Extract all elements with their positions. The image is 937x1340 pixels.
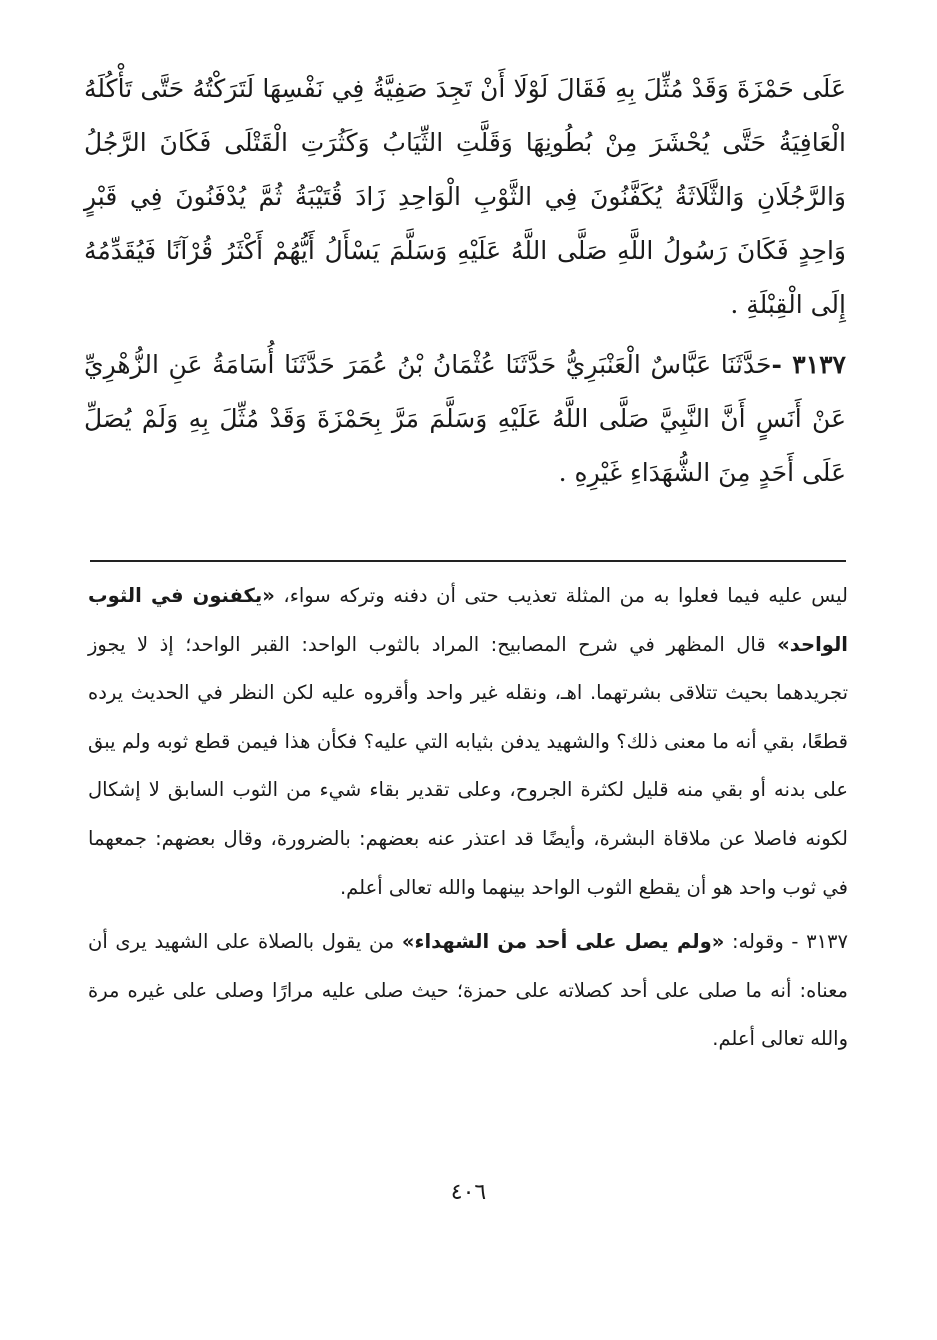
hadith-paragraph: عَلَى حَمْزَةَ وَقَدْ مُثِّلَ بِهِ فَقَالَ لَوْلَا أَنْ تَجِدَ صَفِيَّةُ فِي نَفْسِهَا لَتَرَكْتُهُ حَتَّى تَأْكُلَهُ الْعَافِيَةُ حَتَّى يُحْشَرَ مِنْ بُطُونِهَا وَقَلَّتِ الثِّيَابُ وَكَثُرَتِ الْقَتْلَى فَكَانَ الرَّجُلُ وَالرَّجُلَانِ وَالثَّلَاثَةُ يُكَفَّنُونَ فِي الثَّوْبِ الْوَاحِدِ زَادَ قُتَيْبَةُ ثُمَّ يُدْفَنُونَ فِي قَبْرٍ وَاحِدٍ فَكَانَ رَسُولُ اللَّهِ صَلَّى اللَّهُ عَلَيْهِ وَسَلَّمَ يَسْأَلُ أَيُّهُمْ أَكْثَرُ قُرْآنًا فَيُقَدِّمُهُ إِلَى الْقِبْلَةِ . bbox=[84, 74, 846, 319]
footnote-divider bbox=[90, 560, 846, 562]
commentary-text: ليس عليه فيما فعلوا به من المثلة تعذيب حتى أن دفنه وتركه سواء، bbox=[274, 584, 848, 607]
hadith-body: حَدَّثَنَا عَبَّاسٌ الْعَنْبَرِيُّ حَدَّثَنَا عُثْمَانُ بْنُ عُمَرَ حَدَّثَنَا أُسَامَةُ عَنِ الزُّهْرِيِّ عَنْ أَنَسٍ أَنَّ النَّبِيَّ صَلَّى اللَّهُ عَلَيْهِ وَسَلَّمَ مَرَّ بِحَمْزَةَ وَقَدْ مُثِّلَ بِهِ وَلَمْ يُصَلِّ عَلَى أَحَدٍ مِنَ الشُّهَدَاءِ غَيْرِهِ . bbox=[84, 350, 846, 487]
commentary-paragraph bbox=[88, 918, 848, 1064]
hadith-number: ٣١٣٧ - bbox=[771, 350, 846, 379]
commentary-number: ٣١٣٧ - bbox=[783, 930, 848, 954]
quoted-phrase: «يكفنون في الثوب الواحد» bbox=[88, 584, 848, 656]
commentary-text: وقوله: bbox=[724, 930, 784, 954]
page-number: ٤٠٦ bbox=[450, 1180, 487, 1205]
commentary-paragraph bbox=[88, 572, 848, 912]
commentary-text: من يقول بالصلاة على الشهيد يرى أن معناه: أنه ما صلى على أحد كصلاته على حمزة؛ حيث صلى عليه مرارًا وصلى على غيره مرة والله تعالى أعلم. bbox=[88, 930, 848, 1051]
commentary-block bbox=[88, 572, 848, 1064]
hadith-paragraph bbox=[84, 338, 846, 500]
commentary-text: قال المظهر في شرح المصابيح: المراد بالثوب الواحد: القبر الواحد؛ إذ لا يجوز تجريدهما بحيث تتلاقى بشرتهما. اهـ، ونقله غير واحد وأقروه عليه لكن النظر في الحديث يرده قطعًا، بقي أنه ما معنى ذلك؟ والشهيد يدفن بثيابه التي عليه؟ فكأن هذا فيمن قطع ثوبه ولم يبق على بدنه أو بقي منه قليل لكثرة الجروح، وعلى تقدير بقاء شيء من الثوب السابق لا إشكال لكونه فاصلا عن ملاقاة البشرة، وأيضًا قد اعتذر عنه بعضهم: بالضرورة، وقال بعضهم: جمعهما في ثوب واحد هو أن يقطع الثوب الواحد بينهما والله تعالى أعلم. bbox=[88, 632, 848, 899]
hadith-text-block bbox=[84, 62, 846, 500]
quoted-phrase: «ولم يصل على أحد من الشهداء» bbox=[401, 930, 725, 954]
